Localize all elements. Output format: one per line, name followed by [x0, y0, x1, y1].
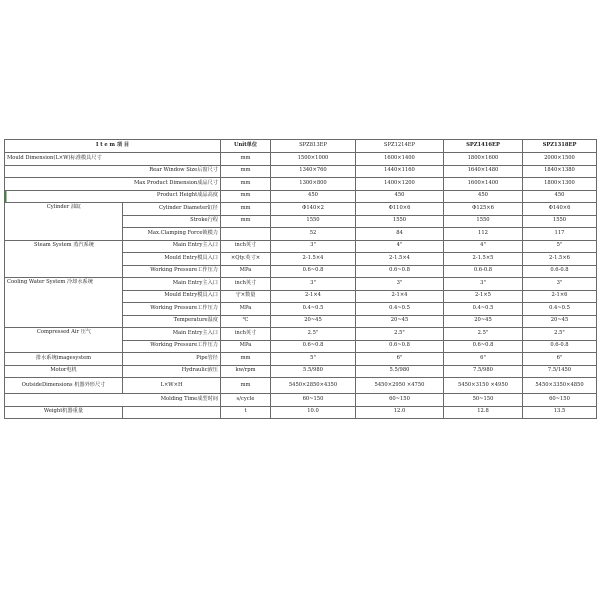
- cell: 1300×800: [271, 178, 356, 191]
- group-compressed-air: Compressed Air 压气: [5, 328, 123, 353]
- cell: 5450×3150 ×4950: [444, 378, 523, 394]
- cell: 112: [444, 228, 523, 241]
- cell: 20~45: [444, 315, 523, 328]
- table-row: [5, 278, 597, 291]
- table-row: [5, 178, 597, 191]
- row-label: Cylinder Diameter缸径: [123, 203, 221, 216]
- cell: 2.5": [271, 328, 356, 341]
- header-model-2: SPZ1214EP: [356, 140, 444, 153]
- cell: 6": [444, 353, 523, 366]
- cell: 1500×1000: [271, 153, 356, 166]
- row-unit: MPa: [221, 303, 271, 316]
- table-row: [5, 153, 597, 166]
- header-model-3: SPZ1416EP: [444, 140, 523, 153]
- cell: 20~45: [356, 315, 444, 328]
- cell: 13.5: [523, 406, 597, 419]
- cell: 3": [356, 278, 444, 291]
- cell: 450: [523, 190, 597, 203]
- row-unit: mm: [221, 353, 271, 366]
- row-label: Motor电机: [5, 365, 123, 378]
- cell: 5": [523, 240, 597, 253]
- cell: Φ140×2: [271, 203, 356, 216]
- group-cooling: Cooling Water System 冷却水系统: [5, 278, 123, 328]
- cell: 0.4~0.5: [444, 303, 523, 316]
- cell: 450: [444, 190, 523, 203]
- cell: 20~45: [523, 315, 597, 328]
- row-label: Weight机器重量: [5, 406, 123, 419]
- row-label: Main Entry主入口: [123, 278, 221, 291]
- header-row: [5, 140, 597, 153]
- row-label: Molding Time成型时间: [5, 394, 221, 407]
- row-unit: ℃: [221, 315, 271, 328]
- table-row: [5, 165, 597, 178]
- row-unit: MPa: [221, 340, 271, 353]
- cell: Φ125×6: [444, 203, 523, 216]
- cell: 0.6-0.8: [523, 265, 597, 278]
- cell: 52: [271, 228, 356, 241]
- cell: 12.0: [356, 406, 444, 419]
- row-unit: mm: [221, 215, 271, 228]
- cell: 2-1.5×5: [444, 253, 523, 266]
- cell: 3": [444, 278, 523, 291]
- cell: 12.8: [444, 406, 523, 419]
- row-unit: inch英寸: [221, 278, 271, 291]
- table-row: [5, 190, 597, 203]
- cell: Φ140×6: [523, 203, 597, 216]
- row-label: Main Entry主入口: [123, 328, 221, 341]
- row-sublabel: Hydraulic液压: [123, 365, 221, 378]
- table-row: [5, 406, 597, 419]
- cell: 0.4~0.5: [523, 303, 597, 316]
- header-model-4: SPZ1318EP: [523, 140, 597, 153]
- cell: 2-1.5×6: [523, 253, 597, 266]
- header-item: I t e m 项 目: [5, 140, 221, 153]
- header-unit: Unit单位: [221, 140, 271, 153]
- cell: 0.6~0.8: [444, 340, 523, 353]
- row-sublabel: L×W×H: [123, 378, 221, 394]
- cell: 1550: [271, 215, 356, 228]
- row-label: Stroke行程: [123, 215, 221, 228]
- row-unit: mm: [221, 178, 271, 191]
- row-unit: kw/rpm: [221, 365, 271, 378]
- table-row: [5, 365, 597, 378]
- cell: 0.4~0.5: [271, 303, 356, 316]
- cell: 1800×1300: [523, 178, 597, 191]
- cell: 5.5/980: [356, 365, 444, 378]
- cell: 1600×1400: [444, 178, 523, 191]
- cell: 7.5/1450: [523, 365, 597, 378]
- row-label: Mould Dimension(L×W)标准模具尺寸: [5, 153, 221, 166]
- row-label: Product Height成品高度: [5, 190, 221, 203]
- cell: 0.4~0.5: [356, 303, 444, 316]
- header-model-1: SPZ813EP: [271, 140, 356, 153]
- cell: 0.6~0.8: [356, 340, 444, 353]
- row-label: Temperature温度: [123, 315, 221, 328]
- cell: 0.6~0.8: [356, 265, 444, 278]
- cell: 5450×2850×4350: [271, 378, 356, 394]
- row-unit: mm: [221, 203, 271, 216]
- cell: 1840×1380: [523, 165, 597, 178]
- row-empty: [123, 406, 221, 419]
- cell: 450: [356, 190, 444, 203]
- cell: 2.5": [523, 328, 597, 341]
- row-unit: mm: [221, 165, 271, 178]
- cell: 1800×1600: [444, 153, 523, 166]
- row-label: Mould Entry模具入口: [123, 290, 221, 303]
- cell: 6": [523, 353, 597, 366]
- row-label: Working Pressure工作压力: [123, 340, 221, 353]
- cell: 84: [356, 228, 444, 241]
- row-unit: inch英寸: [221, 240, 271, 253]
- spec-table: [4, 139, 597, 419]
- row-unit: inch英寸: [221, 328, 271, 341]
- cell: 1600×1400: [356, 153, 444, 166]
- cell: 2-1×4: [356, 290, 444, 303]
- cell: 50~150: [444, 394, 523, 407]
- cell: 1340×760: [271, 165, 356, 178]
- table-row: [5, 240, 597, 253]
- cell: Φ110×6: [356, 203, 444, 216]
- cell: 3": [523, 278, 597, 291]
- cell: 2.5": [356, 328, 444, 341]
- cell: 1550: [356, 215, 444, 228]
- row-unit: s/cycle: [221, 394, 271, 407]
- cell: 1550: [523, 215, 597, 228]
- spec-sheet: [4, 139, 596, 419]
- cell: 450: [271, 190, 356, 203]
- table-row: [5, 328, 597, 341]
- row-unit: [221, 228, 271, 241]
- row-label: Mould Entry模具入口: [123, 253, 221, 266]
- cell: 60~150: [271, 394, 356, 407]
- cell: 2-1.5×4: [271, 253, 356, 266]
- cell: 5450×3350×4850: [523, 378, 597, 394]
- table-row: [5, 394, 597, 407]
- cell: 4": [444, 240, 523, 253]
- group-cylinder: Cylinder 油缸: [5, 203, 123, 241]
- cell: 0.6~0.8: [271, 340, 356, 353]
- cell: 60~150: [523, 394, 597, 407]
- table-row: [5, 378, 597, 394]
- cell: 2.5": [444, 328, 523, 341]
- row-unit: MPa: [221, 265, 271, 278]
- cell: 4": [356, 240, 444, 253]
- cell: 2-1×6: [523, 290, 597, 303]
- row-label: OutsideDimensions 机器外形尺寸: [5, 378, 123, 394]
- row-label: Max Product Dimension成品尺寸: [5, 178, 221, 191]
- cell: 1640×1480: [444, 165, 523, 178]
- cell: 7.5/980: [444, 365, 523, 378]
- cell: 2000×1500: [523, 153, 597, 166]
- row-unit: mm: [221, 153, 271, 166]
- row-label: Max.Clamping Force锁模力: [123, 228, 221, 241]
- group-steam: Steam System 蒸汽系统: [5, 240, 123, 278]
- cell: 1440×1160: [356, 165, 444, 178]
- row-unit: mm: [221, 190, 271, 203]
- row-unit: ×Qty.英寸×: [221, 253, 271, 266]
- cell: 2-1×4: [271, 290, 356, 303]
- cell: 5450×2950 ×4750: [356, 378, 444, 394]
- row-label: Main Entry主入口: [123, 240, 221, 253]
- cell: 117: [523, 228, 597, 241]
- cell: 0.6-0.8: [444, 265, 523, 278]
- cell: 5": [271, 353, 356, 366]
- row-unit: mm: [221, 378, 271, 394]
- cell: 2-1.5×4: [356, 253, 444, 266]
- row-label: Working Pressure工作压力: [123, 303, 221, 316]
- cell: 3": [271, 278, 356, 291]
- row-label: 排水系统imagesystem: [5, 353, 123, 366]
- row-unit: t: [221, 406, 271, 419]
- row-unit: 守×数量: [221, 290, 271, 303]
- row-sublabel: Pipe管径: [123, 353, 221, 366]
- cell: 0.6-0.8: [523, 340, 597, 353]
- table-row: [5, 203, 597, 216]
- row-label: Rear Window Size后窗尺寸: [5, 165, 221, 178]
- cell: 10.0: [271, 406, 356, 419]
- cell: 5.5/980: [271, 365, 356, 378]
- table-row: [5, 353, 597, 366]
- cell: 60~150: [356, 394, 444, 407]
- cell: 1400×1200: [356, 178, 444, 191]
- cell: 3": [271, 240, 356, 253]
- row-label: Working Pressure工作压力: [123, 265, 221, 278]
- cell: 1550: [444, 215, 523, 228]
- cell: 2-1×5: [444, 290, 523, 303]
- cell: 6": [356, 353, 444, 366]
- cell: 20~45: [271, 315, 356, 328]
- cell: 0.6~0.8: [271, 265, 356, 278]
